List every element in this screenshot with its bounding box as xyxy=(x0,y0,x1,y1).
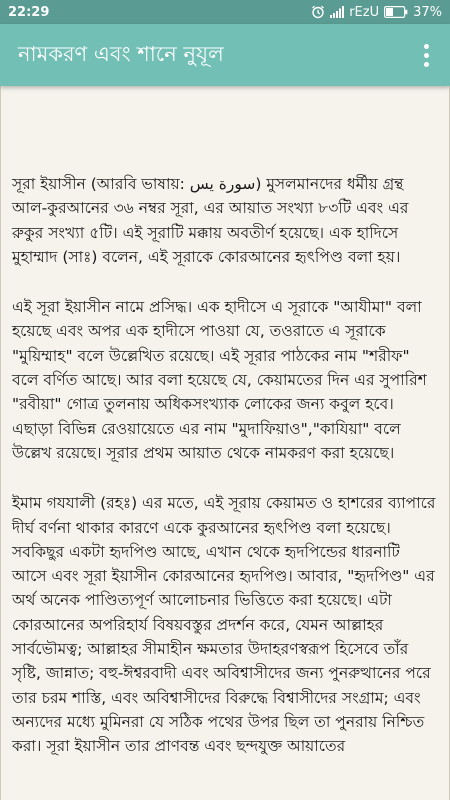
menu-dot xyxy=(424,44,429,49)
status-icons xyxy=(311,5,442,20)
menu-dot xyxy=(424,53,429,58)
menu-dot xyxy=(424,62,429,67)
alarm-icon xyxy=(311,5,325,19)
signal-icon xyxy=(330,6,344,18)
battery-percent: 37% xyxy=(413,4,442,20)
article-paragraph-1: সূরা ইয়াসীন (আরবি ভাষায়: سورة يس) মুসলমানদের ধর্মীয় গ্রন্থ আল-কুরআনের ৩৬ নম্বর সূরা, এর আয়াত সংখ্যা ৮৩টি এবং এর রুকুর সংখ্যা ৫টি। এই সূরাটি মক্কায় অবতীর্ণ হয়েছে। এক হাদিসে মুহাম্মাদ (সাঃ) বলেন, এই সূরাকে কোরআনের হৃৎপিণ্ড বলা হয়। xyxy=(12,175,409,266)
battery-icon xyxy=(384,6,408,18)
carrier-label: rEzU xyxy=(349,4,380,20)
status-time: 22:29 xyxy=(8,4,50,20)
app-bar xyxy=(0,24,450,86)
more-vert-icon[interactable] xyxy=(414,35,438,75)
article-content[interactable] xyxy=(0,86,450,800)
article-paragraph-2: এই সূরা ইয়াসীন নামে প্রসিদ্ধ। এক হাদীসে এ সূরাকে "আযীমা" বলা হয়েছে এবং অপর এক হাদীসে পাওয়া যে, তওরাতে এ সূরাকে "মুয়িম্মাহ" বলে উল্লেখিত রয়েছে। এই সূরার পাঠকের নাম "শরীফ" বলে বর্ণিত আছে। আর বলা হয়েছে যে, কেয়ামতের দিন এর সুপারিশ "রবীয়া" গোত্র তুলনায় অধিকসংখ্যাক লোকের জন্য কবুল হবে। এছাড়া বিভিন্ন রেওয়ায়েতে এর নাম "মুদাফিয়াও","কাযিয়া" বলে উল্লেখ রয়েছে। সূরার প্রথম আয়াত থেকে নামকরণ করা হয়েছে। xyxy=(12,298,427,462)
page-title: নামকরণ এবং শানে নুযূল xyxy=(18,41,224,66)
article-paragraph-3: ইমাম গযযালী (রহঃ) এর মতে, এই সূরায় কেয়ামত ও হাশরের ব্যাপারে দীর্ঘ বর্ণনা থাকার কারণে একে কুরআনের হৃৎপিণ্ড বলা হয়েছে। সবকিছুর একটা হৃদপিণ্ড আছে, এখান থেকে হৃদপিন্ডের ধারনাটি আসে এবং সূরা ইয়াসীন কোরআনের হৃদপিণ্ড। আবার, "হৃদপিণ্ড" এর অর্থ অনেক পাণ্ডিত্যপূর্ণ আলোচনার ভিত্তিতে করা হয়েছে। এটা কোরআনের অপরিহার্য বিষয়বস্তুর প্রদর্শন করে, যেমন আল্লাহর সার্বভৌমত্ব; আল্লাহর সীমাহীন ক্ষমতার উদাহরণস্বরূপ হিসেবে তাঁর সৃষ্টি, জান্নাত; বহু-ঈশ্বরবাদী এবং অবিশ্বাসীদের জন্য পুনরুত্থানের পরে তার চরম শাস্তি, এবং অবিশ্বাসীদের বিরুদ্ধে বিশ্বাসীদের সংগ্রাম; এবং অন্যদের মধ্যে মুমিনরা যে সঠিক পথের উপর ছিল তা পুনরায় নিশ্চিত করা। সূরা ইয়াসীন তার প্রাণবন্ত এবং ছন্দযুক্ত আয়াতের xyxy=(12,494,436,756)
status-bar xyxy=(0,0,450,24)
